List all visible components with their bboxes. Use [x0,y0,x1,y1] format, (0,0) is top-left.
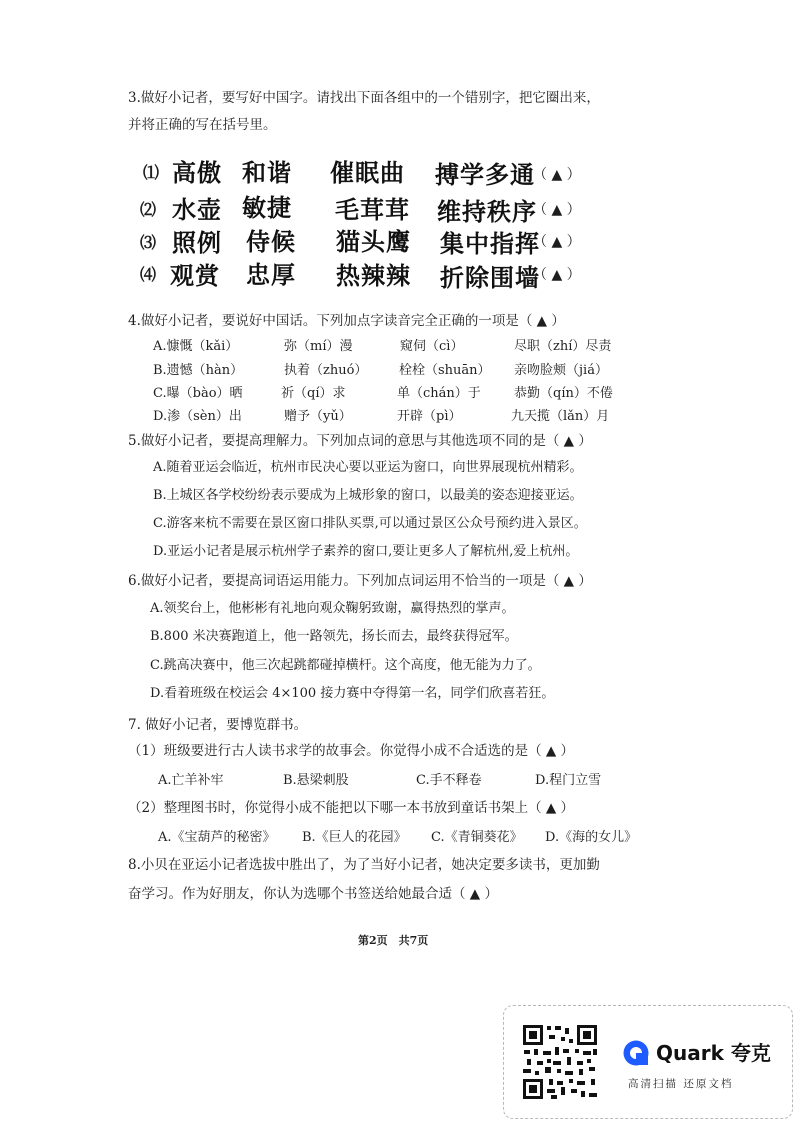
q5-option-a: A.随着亚运会临近，杭州市民决心要以亚运为窗口，向世界展现杭州精彩。 [153,460,583,475]
option-item: B.遗憾（hàn） [153,363,244,378]
word: 集中指挥 [440,229,540,258]
word: 毛茸茸 [335,195,410,224]
answer-blank: （ ▲ ） [533,267,581,283]
q5-option-c: C.游客来杭不需要在景区窗口排队买票,可以通过景区公众号预约进入景区。 [153,516,587,531]
q6-option-c: C.跳高决赛中，他三次起跳都碰掉横杆。这个高度，他无能为力了。 [150,658,541,673]
option-item: 恭勤（qín）不倦 [514,386,613,401]
answer-blank: （ ▲ ） [533,234,581,250]
q6-option-b: B.800 米决赛跑道上，他一路领先，扬长而去，最终获得冠军。 [150,629,518,644]
q4-stem: 4.做好小记者，要说好中国话。下列加点字读音完全正确的一项是（ ▲ ） [128,313,565,329]
option-item: 单（chán）于 [397,386,481,401]
option-item: 亲吻脸颊（jiá） [514,363,608,378]
word: 照例 [172,228,222,257]
word: 热辣辣 [336,261,411,290]
word: 维持秩序 [437,197,537,226]
word: 搏学多通 [435,160,535,189]
q5-option-d: D.亚运小记者是展示杭州学子素养的窗口,要让更多人了解杭州,爱上杭州。 [153,544,579,559]
q7-sub1: （1）班级要进行古人读书求学的故事会。你觉得小成不合适选的是（ ▲ ） [128,743,575,759]
word: 观赏 [170,261,220,290]
q7-sub2: （2）整理图书时，你觉得小成不能把以下哪一本书放到童话书架上（ ▲ ） [128,800,575,816]
word: 和谐 [242,158,292,187]
q6-option-d: D.看着班级在校运会 4×100 接力赛中夺得第一名，同学们欣喜若狂。 [150,686,555,701]
option-item: 执着（zhuó） [284,363,368,378]
option-item: A.慷慨（kǎi） [153,339,239,354]
answer-blank: （ ▲ ） [533,167,581,183]
q5-stem: 5.做好小记者，要提高理解力。下列加点词的意思与其他选项不同的是（ ▲ ） [128,433,592,449]
row-number: ⑶ [140,233,157,252]
q8-line1: 8.小贝在亚运小记者选拔中胜出了，为了当好小记者，她决定要多读书，更加勤 [128,857,600,873]
q7-sub2-option: D.《海的女儿》 [545,830,638,845]
q7-sub1-option: C.手不释卷 [416,773,482,788]
option-item: 窥伺（cì） [400,339,464,354]
option-item: 弥（mí）漫 [284,339,353,354]
q7-sub1-option: A.亡羊补牢 [158,773,224,788]
word: 水壶 [172,195,222,224]
word: 催眠曲 [330,158,405,187]
q7-sub1-option: B.悬梁刺股 [283,773,349,788]
page-footer: 第2页 共7页 [358,934,429,947]
row-number: ⑵ [140,200,157,219]
q6-stem: 6.做好小记者，要提高词语运用能力。下列加点词运用不恰当的一项是（ ▲ ） [128,573,592,589]
option-item: 九天揽（lǎn）月 [511,409,610,424]
quark-logo-icon [622,1038,772,1068]
q7-stem: 7. 做好小记者，要博览群书。 [128,717,308,733]
q8-line2: 奋学习。作为好朋友，你认为选哪个书签送给她最合适（ ▲ ） [128,886,498,902]
option-item: D.渗（sèn）出 [153,409,242,424]
word: 猫头鹰 [336,227,411,256]
q7-sub1-option: D.程门立雪 [535,773,602,788]
word: 忠厚 [246,260,296,289]
qr-code [521,1023,599,1101]
quark-tagline: 高清扫描 还原文档 [628,1078,734,1090]
q3-line1: 3.做好小记者，要写好中国字。请找出下面各组中的一个错别字，把它圈出来， [128,90,600,106]
q3-line2: 并将正确的写在括号里。 [128,117,277,133]
q7-sub2-option: C.《青铜葵花》 [431,830,523,845]
row-number: ⑷ [140,265,157,284]
q5-option-b: B.上城区各学校纷纷表示要成为上城形象的窗口，以最美的姿态迎接亚运。 [153,488,583,503]
q7-sub2-option: B.《巨人的花园》 [302,830,407,845]
option-item: C.曝（bào）晒 [153,386,243,401]
answer-blank: （ ▲ ） [533,202,581,218]
option-item: 尽职（zhí）尽责 [514,339,612,354]
quark-watermark [503,1005,793,1119]
word: 敏捷 [242,193,292,222]
quark-brand-text: Quark 夸克 [656,1041,771,1065]
q7-sub2-option: A.《宝葫芦的秘密》 [158,830,276,845]
word: 折除围墙 [440,263,540,292]
option-item: 祈（qí）求 [281,386,346,401]
option-item: 开辟（pì） [397,409,462,424]
word: 高傲 [172,158,222,187]
option-item: 栓栓（shuān） [399,363,491,378]
word: 侍候 [246,227,296,256]
quark-logo [622,1038,772,1072]
qr-code-icon [521,1023,599,1101]
row-number: ⑴ [143,163,160,182]
option-item: 赠予（yǔ） [284,409,352,424]
q6-option-a: A.领奖台上，他彬彬有礼地向观众鞠躬致谢，赢得热烈的掌声。 [150,601,515,616]
